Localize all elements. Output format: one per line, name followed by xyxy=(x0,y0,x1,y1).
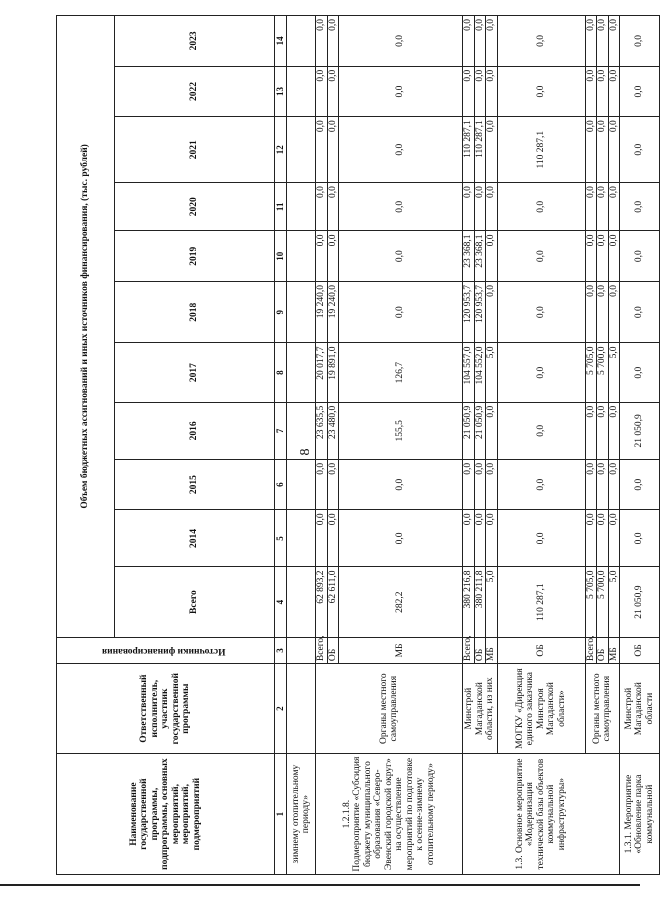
cell-value: 0,0 xyxy=(497,402,585,459)
cell-value: 21 050,9 xyxy=(474,402,486,459)
cell-value: 0,0 xyxy=(585,510,597,567)
cell-value: 0,0 xyxy=(339,117,463,183)
row-source: Всего, xyxy=(316,637,328,663)
cell-value: 0,0 xyxy=(497,231,585,282)
row-source: ОБ xyxy=(327,637,339,663)
cell-value: 0,0 xyxy=(497,183,585,231)
row-executor: МОГКУ «Дирекция единого заказчика Минстроя Магаданской области» xyxy=(497,664,585,754)
column-number: 13 xyxy=(275,66,287,117)
row-source: ОБ xyxy=(497,637,585,663)
cell-value: 0,0 xyxy=(339,510,463,567)
cell-value: 5 700,0 xyxy=(597,343,609,402)
cell-value: 0,0 xyxy=(497,343,585,402)
header-source xyxy=(57,637,275,663)
row-name xyxy=(316,754,463,875)
row-code: 1.2.1.8. xyxy=(341,799,352,829)
column-number: 5 xyxy=(275,510,287,567)
cell-value: 126,7 xyxy=(339,343,463,402)
cell-total: 21 050,9 xyxy=(620,567,660,637)
cell-value: 0,0 xyxy=(608,183,620,231)
cell-value: 120 953,7 xyxy=(474,281,486,343)
cell-value: 104 557,0 xyxy=(463,343,475,402)
cell-value: 0,0 xyxy=(316,66,328,117)
cell-value: 21 050,9 xyxy=(463,402,475,459)
rotated-page xyxy=(56,15,655,875)
cell-value: 20 017,7 xyxy=(316,343,328,402)
header-year: 2018 xyxy=(115,281,275,343)
row-executor: Органы местного самоуправления xyxy=(316,664,463,754)
cell-value: 0,0 xyxy=(463,459,475,510)
header-year: 2017 xyxy=(115,343,275,402)
column-number: 14 xyxy=(275,16,287,67)
cell-value: 0,0 xyxy=(608,402,620,459)
column-numbers-row xyxy=(275,16,287,875)
cell-value: 23 368,1 xyxy=(474,231,486,282)
column-number: 2 xyxy=(275,664,287,754)
cell-value: 0,0 xyxy=(327,510,339,567)
cell-value: 0,0 xyxy=(585,402,597,459)
cell-value: 23 480,0 xyxy=(327,402,339,459)
header-year: 2023 xyxy=(115,16,275,67)
table-row xyxy=(287,16,316,875)
cell-value: 0,0 xyxy=(620,459,660,510)
cell-value: 19 240,0 xyxy=(316,281,328,343)
cell-value: 0,0 xyxy=(585,117,597,183)
cell-value: 0,0 xyxy=(585,66,597,117)
cell-value: 0,0 xyxy=(316,117,328,183)
cell-value: 0,0 xyxy=(585,231,597,282)
cell-value: 0,0 xyxy=(339,231,463,282)
cell-value: 19 240,0 xyxy=(327,281,339,343)
cell-value: 110 287,1 xyxy=(474,117,486,183)
cell-value: 0,0 xyxy=(463,183,475,231)
cell-value: 0,0 xyxy=(463,16,475,67)
cell-total: 5,0 xyxy=(608,567,620,637)
cell-value: 0,0 xyxy=(463,510,475,567)
cell-value: 0,0 xyxy=(497,16,585,67)
cell-value: 0,0 xyxy=(339,281,463,343)
cell-value: 0,0 xyxy=(608,66,620,117)
cell-value: 0,0 xyxy=(486,281,498,343)
row-executor: Минстрой Магаданской области, из них xyxy=(463,664,498,754)
cell-value: 0,0 xyxy=(620,183,660,231)
column-number: 6 xyxy=(275,459,287,510)
cell-value: 0,0 xyxy=(620,231,660,282)
cell-value: 5,0 xyxy=(486,343,498,402)
cell-value: 0,0 xyxy=(597,281,609,343)
cell-value: 0,0 xyxy=(497,281,585,343)
cell-value: 0,0 xyxy=(597,117,609,183)
cell-value: 0,0 xyxy=(327,183,339,231)
row-source: Всего, xyxy=(463,637,475,663)
cell-value: 0,0 xyxy=(585,183,597,231)
cell-value: 0,0 xyxy=(316,183,328,231)
column-number: 3 xyxy=(275,637,287,663)
cell-total: 5,0 xyxy=(486,567,498,637)
cell-value: 0,0 xyxy=(316,16,328,67)
cell-value: 0,0 xyxy=(327,66,339,117)
cell-value: 0,0 xyxy=(597,510,609,567)
cell-value: 0,0 xyxy=(597,231,609,282)
cell-value: 21 050,9 xyxy=(620,402,660,459)
cell-total: 62 893,2 xyxy=(316,567,328,637)
cell-value: 0,0 xyxy=(608,117,620,183)
column-number: 4 xyxy=(275,567,287,637)
cell-value: 0,0 xyxy=(597,183,609,231)
header-year: 2015 xyxy=(115,459,275,510)
header-source-label: Источники финансирования xyxy=(102,645,226,656)
table-row xyxy=(620,16,660,875)
row-executor: Минстрой Магаданской области xyxy=(620,664,660,754)
cell-value: 0,0 xyxy=(486,459,498,510)
cell-value: 0,0 xyxy=(486,231,498,282)
column-number: 12 xyxy=(275,117,287,183)
row-source: Всего, xyxy=(585,637,597,663)
scan-bottom-line xyxy=(0,884,640,886)
cell-value: 0,0 xyxy=(316,510,328,567)
row-source: МБ xyxy=(339,637,463,663)
cell-value: 0,0 xyxy=(585,281,597,343)
cell-value: 0,0 xyxy=(339,183,463,231)
cell-value: 0,0 xyxy=(327,231,339,282)
cell-total: 5 705,0 xyxy=(585,567,597,637)
cell-value: 23 635,5 xyxy=(316,402,328,459)
cell-value: 0,0 xyxy=(497,459,585,510)
cell-value: 0,0 xyxy=(327,459,339,510)
cell-value: 0,0 xyxy=(497,66,585,117)
cell-value: 0,0 xyxy=(620,343,660,402)
cell-value: 0,0 xyxy=(486,402,498,459)
table-row xyxy=(585,16,597,875)
cell-value: 0,0 xyxy=(608,231,620,282)
cell-value: 0,0 xyxy=(486,16,498,67)
header-year: 2020 xyxy=(115,183,275,231)
cell-total: 380 216,8 xyxy=(463,567,475,637)
header-name: Наименование государственной программы, подпрограммы, основных мероприятий, мероприятий, подмероприятий xyxy=(57,754,275,875)
cell-value: 0,0 xyxy=(486,183,498,231)
cell-value: 110 287,1 xyxy=(463,117,475,183)
column-number: 8 xyxy=(275,343,287,402)
page-number: 8 xyxy=(298,448,313,456)
row-name: 1.3.1. Мероприятие «Обновление парка коммунальной xyxy=(620,754,660,875)
cell-value: 0,0 xyxy=(608,281,620,343)
cell-value: 23 368,1 xyxy=(463,231,475,282)
header-year: 2014 xyxy=(115,510,275,567)
cell-value: 0,0 xyxy=(620,281,660,343)
cell-value: 0,0 xyxy=(585,16,597,67)
row-source: МБ xyxy=(608,637,620,663)
cell-value: 0,0 xyxy=(339,459,463,510)
cell-total: 380 211,8 xyxy=(474,567,486,637)
cell-value: 0,0 xyxy=(608,510,620,567)
header-year: 2022 xyxy=(115,66,275,117)
cell-value: 0,0 xyxy=(339,66,463,117)
cell-total: 282,2 xyxy=(339,567,463,637)
row-source: ОБ xyxy=(474,637,486,663)
cell-value: 0,0 xyxy=(620,510,660,567)
cell-value: 0,0 xyxy=(620,16,660,67)
cell-value: 155,5 xyxy=(339,402,463,459)
table-row xyxy=(463,16,475,875)
cell-value: 0,0 xyxy=(620,66,660,117)
funding-table xyxy=(56,15,660,875)
row-executor: Органы местного самоуправления xyxy=(585,664,620,754)
cell-total: 62 611,0 xyxy=(327,567,339,637)
cell-value: 0,0 xyxy=(474,459,486,510)
row-name: зимнему отопительному периоду» xyxy=(287,754,316,875)
cell-value: 0,0 xyxy=(486,66,498,117)
table-row xyxy=(316,16,328,875)
cell-value: 0,0 xyxy=(486,510,498,567)
cell-value: 0,0 xyxy=(463,66,475,117)
row-source: МБ xyxy=(486,637,498,663)
header-executor: Ответственный исполнитель, участник государственной программы xyxy=(57,664,275,754)
cell-value: 5 705,0 xyxy=(585,343,597,402)
row-title: Подмероприятие «Субсидия бюджету муниципального образования «Северо-Эвенский городской округ» на осуществление мероприятий по подготовке к осенне-зимнему отопительному периоду» xyxy=(352,756,436,872)
cell-value: 0,0 xyxy=(608,459,620,510)
header-volume: Объем бюджетных ассигнований и иных источников финансирования, (тыс. рублей) xyxy=(57,16,115,638)
cell-value: 0,0 xyxy=(585,459,597,510)
cell-value: 19 891,0 xyxy=(327,343,339,402)
cell-value: 104 552,0 xyxy=(474,343,486,402)
funding-table-container xyxy=(56,15,655,875)
header-year: 2019 xyxy=(115,231,275,282)
row-source: ОБ xyxy=(597,637,609,663)
row-name: 1.3. Основное мероприятие «Модернизация технической базы объектов коммунальной инфраструктуры» xyxy=(463,754,620,875)
cell-value: 110 287,1 xyxy=(497,117,585,183)
cell-value: 0,0 xyxy=(327,117,339,183)
cell-value: 0,0 xyxy=(474,183,486,231)
cell-value: 0,0 xyxy=(474,510,486,567)
table-row xyxy=(497,16,585,875)
column-number: 10 xyxy=(275,231,287,282)
cell-value: 0,0 xyxy=(339,16,463,67)
cell-value: 120 953,7 xyxy=(463,281,475,343)
column-number: 9 xyxy=(275,281,287,343)
cell-value: 0,0 xyxy=(474,66,486,117)
cell-value: 0,0 xyxy=(316,459,328,510)
row-source: ОБ xyxy=(620,637,660,663)
cell-total: 110 287,1 xyxy=(497,567,585,637)
cell-value: 0,0 xyxy=(474,16,486,67)
cell-value: 0,0 xyxy=(497,510,585,567)
column-number: 1 xyxy=(275,754,287,875)
cell-value: 0,0 xyxy=(316,231,328,282)
cell-total: 5 700,0 xyxy=(597,567,609,637)
cell-value: 0,0 xyxy=(597,459,609,510)
cell-value: 0,0 xyxy=(597,402,609,459)
cell-value: 0,0 xyxy=(597,66,609,117)
header-total: Всего xyxy=(115,567,275,637)
column-number: 11 xyxy=(275,183,287,231)
cell-value: 0,0 xyxy=(620,117,660,183)
cell-value: 0,0 xyxy=(608,16,620,67)
header-year: 2016 xyxy=(115,402,275,459)
header-year: 2021 xyxy=(115,117,275,183)
column-number: 7 xyxy=(275,402,287,459)
cell-value: 0,0 xyxy=(486,117,498,183)
cell-value: 0,0 xyxy=(327,16,339,67)
cell-value: 0,0 xyxy=(597,16,609,67)
cell-value: 5,0 xyxy=(608,343,620,402)
